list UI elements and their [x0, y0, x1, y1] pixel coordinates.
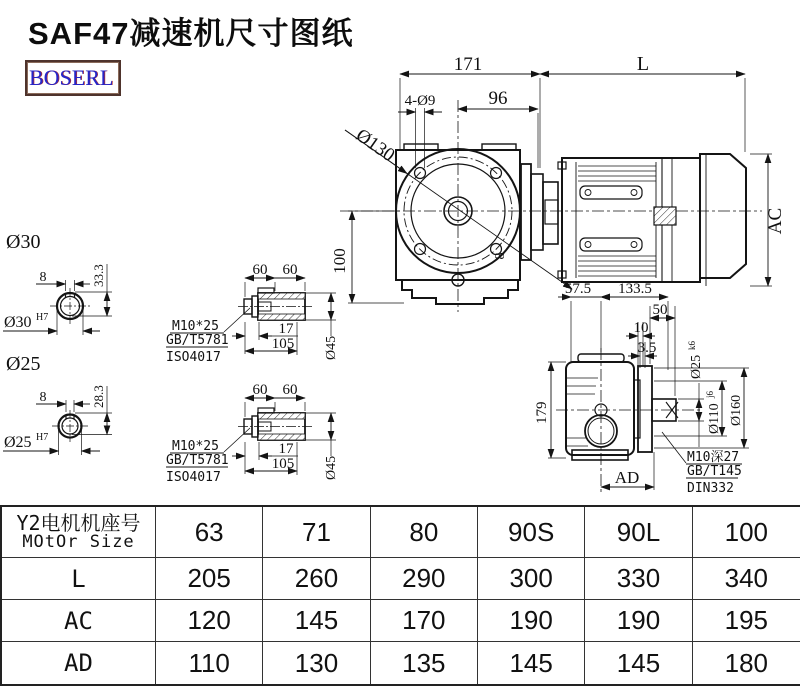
sleeve2-dim-60b: 60 — [282, 382, 298, 398]
note-gbt145: GB/T145 — [687, 464, 742, 479]
dim-10: 10 — [633, 320, 649, 336]
sleeve2-dim-17: 17 — [278, 441, 294, 457]
table-cell: 300 — [478, 558, 585, 600]
table-header-en: MOtOr Size — [22, 531, 135, 552]
dim-d25k6-base: Ø25 — [689, 354, 704, 379]
sleeve2-note-m10: M10*25 — [172, 439, 219, 454]
table-row-label-L: L — [2, 558, 156, 600]
dim-179: 179 — [534, 401, 550, 424]
table-cell: 145 — [585, 642, 692, 684]
bore25-fit-sup: H7 — [36, 432, 49, 443]
table-header-motor-size — [2, 507, 156, 558]
table-row-label-AD: AD — [2, 642, 156, 684]
dim-d25k6-sup: k6 — [687, 341, 697, 350]
table-cell: 195 — [693, 600, 800, 642]
table-row-label-AC: AC — [2, 600, 156, 642]
dim-d160: Ø160 — [729, 394, 744, 426]
dim-AD: AD — [614, 468, 640, 487]
table-cell: 120 — [156, 600, 263, 642]
table-col-63: 63 — [156, 507, 263, 558]
table-col-90s: 90S — [478, 507, 585, 558]
sleeve1-dim-105: 105 — [271, 336, 295, 352]
dim-AC: AC — [765, 207, 786, 235]
note-din332: DIN332 — [687, 481, 734, 496]
sleeve1-dim-60a: 60 — [252, 262, 268, 278]
table-cell: 205 — [156, 558, 263, 600]
table-cell: 190 — [478, 600, 585, 642]
table-cell: 130 — [263, 642, 370, 684]
table-cell: 340 — [693, 558, 800, 600]
sleeve1-dim-17: 17 — [278, 321, 294, 337]
bore25-key-width: 8 — [39, 390, 47, 405]
page-title: SAF47减速机尺寸图纸 — [28, 16, 354, 51]
sleeve2-dim-60a: 60 — [252, 382, 268, 398]
logo-text: BOSERL — [29, 65, 114, 90]
sleeve1-dim-d45: Ø45 — [324, 335, 339, 360]
sleeve2-dim-105: 105 — [271, 456, 295, 472]
table-cell: 170 — [371, 600, 478, 642]
table-col-80: 80 — [371, 507, 478, 558]
table-cell: 145 — [478, 642, 585, 684]
bore30-key-width: 8 — [39, 270, 47, 285]
table-cell: 330 — [585, 558, 692, 600]
bore25-fit-base: Ø25 — [4, 434, 32, 451]
sleeve2-dim-d45: Ø45 — [324, 455, 339, 480]
dim-3-5: 3.5 — [637, 340, 657, 356]
table-col-71: 71 — [263, 507, 370, 558]
table-cell: 260 — [263, 558, 370, 600]
dimension-table — [0, 505, 800, 686]
dim-100: 100 — [330, 248, 349, 274]
bore25-label: Ø25 — [6, 353, 41, 375]
sleeve1-note-m10: M10*25 — [172, 319, 219, 334]
dim-50: 50 — [652, 302, 668, 318]
sleeve1-note-gbt5781: GB/T5781 — [166, 333, 229, 348]
sleeve2-note-iso4017: ISO4017 — [166, 470, 221, 485]
sleeve1-note-iso4017: ISO4017 — [166, 350, 221, 365]
bore30-fit-sup: H7 — [36, 312, 49, 323]
dim-key-8-front: 8 — [493, 252, 508, 260]
dim-96: 96 — [488, 88, 508, 109]
dim-d110-sup: j6 — [705, 390, 715, 398]
table-col-100: 100 — [693, 507, 800, 558]
dim-4xd9: 4-Ø9 — [404, 93, 436, 109]
dim-133-5: 133.5 — [618, 281, 652, 297]
sleeve1-dim-60b: 60 — [282, 262, 298, 278]
table-cell: 145 — [263, 600, 370, 642]
table-cell: 135 — [371, 642, 478, 684]
bore30-label: Ø30 — [6, 231, 41, 253]
motor-side-view — [521, 154, 772, 370]
table-cell: 190 — [585, 600, 692, 642]
sleeve2-note-gbt5781: GB/T5781 — [166, 453, 229, 468]
dim-171: 171 — [453, 54, 483, 75]
dim-d110-base: Ø110 — [707, 403, 722, 434]
bore25-depth: 28.3 — [91, 385, 106, 408]
bore30-fit-base: Ø30 — [4, 314, 32, 331]
dim-L: L — [636, 53, 650, 75]
table-cell: 180 — [693, 642, 800, 684]
reducer-front-view — [340, 74, 762, 312]
table-col-90l: 90L — [585, 507, 692, 558]
dim-57-5: 57.5 — [564, 281, 592, 297]
table-cell: 290 — [371, 558, 478, 600]
bore30-depth: 33.3 — [91, 264, 106, 287]
table-header-cn: Y2电机机座号 — [16, 510, 141, 535]
dim-d130: Ø130 — [351, 124, 399, 167]
table-cell: 110 — [156, 642, 263, 684]
note-m10-deep27: M10深27 — [687, 450, 740, 465]
